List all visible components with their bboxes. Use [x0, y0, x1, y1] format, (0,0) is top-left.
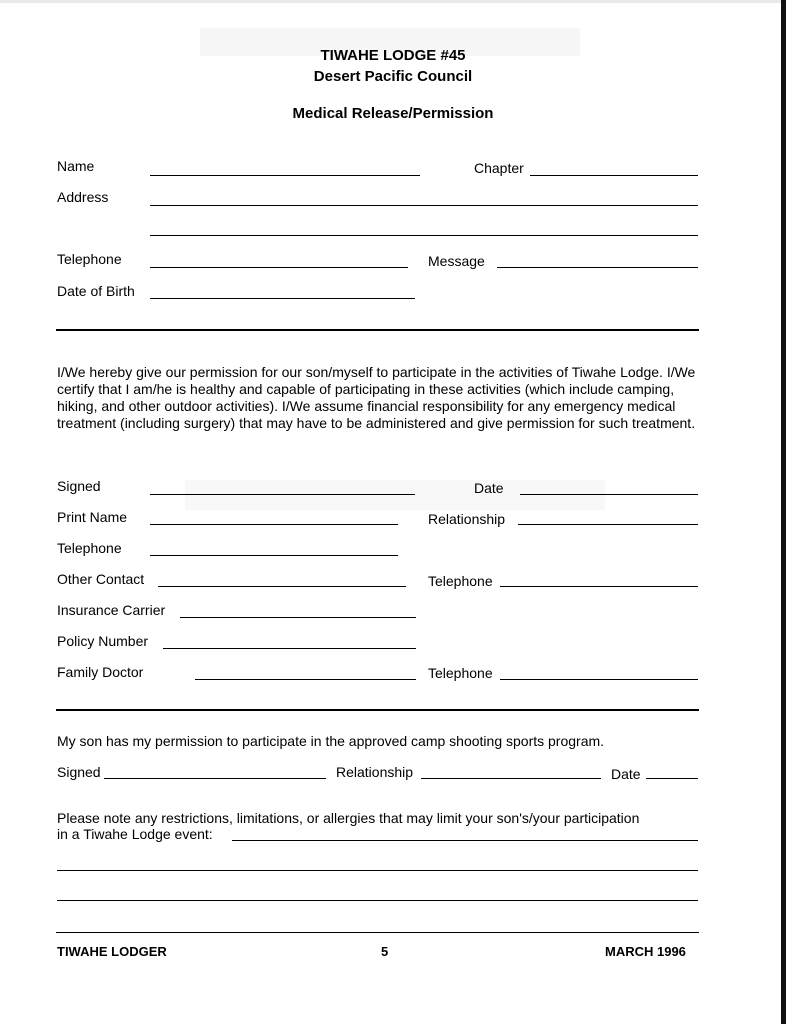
insurance-field[interactable] — [180, 617, 416, 618]
date-label: Date — [474, 480, 504, 496]
address-label: Address — [57, 189, 109, 205]
lodge-title: TIWAHE LODGE #45 — [320, 47, 466, 64]
message-field[interactable] — [497, 267, 698, 268]
shooting-statement: My son has my permission to participate in the approved camp shooting sports program. — [57, 733, 605, 749]
shooting-relationship-label: Relationship — [336, 764, 414, 780]
policy-label: Policy Number — [57, 633, 149, 649]
print-name-field[interactable] — [150, 524, 398, 525]
doctor-telephone-field[interactable] — [500, 679, 698, 680]
address-field-2[interactable] — [150, 235, 698, 236]
chapter-label: Chapter — [474, 160, 524, 176]
restrictions-line-2: in a Tiwahe Lodge event: — [57, 826, 213, 842]
signed-field[interactable] — [150, 494, 415, 495]
footer-date: MARCH 1996 — [605, 944, 686, 959]
dob-label: Date of Birth — [57, 283, 135, 299]
policy-field[interactable] — [163, 648, 416, 649]
shooting-signed-label: Signed — [57, 764, 101, 780]
date-field[interactable] — [520, 494, 698, 495]
other-contact-telephone-label: Telephone — [428, 573, 493, 589]
form-title: Medical Release/Permission — [292, 105, 494, 122]
address-field-1[interactable] — [150, 205, 698, 206]
doctor-field[interactable] — [195, 679, 416, 680]
doctor-telephone-label: Telephone — [428, 665, 493, 681]
name-field[interactable] — [150, 175, 420, 176]
signed-label: Signed — [57, 478, 101, 494]
signer-telephone-label: Telephone — [57, 540, 122, 556]
restrictions-line-1: Please note any restrictions, limitations, or allergies that may limit your son's/your participation — [57, 810, 640, 826]
doctor-label: Family Doctor — [57, 664, 144, 680]
print-name-label: Print Name — [57, 509, 128, 525]
footer-publication: TIWAHE LODGER — [57, 944, 167, 959]
restrictions-field-1[interactable] — [232, 840, 698, 841]
scan-right-edge — [781, 0, 786, 1024]
footer-divider — [56, 932, 699, 933]
restrictions-field-3[interactable] — [57, 900, 698, 901]
other-contact-field[interactable] — [158, 586, 406, 587]
footer-page-number: 5 — [381, 944, 389, 959]
scan-top-edge — [0, 0, 786, 3]
name-label: Name — [57, 158, 95, 174]
shooting-signed-field[interactable] — [104, 778, 326, 779]
chapter-field[interactable] — [530, 175, 698, 176]
signer-telephone-field[interactable] — [150, 555, 398, 556]
council-title: Desert Pacific Council — [313, 68, 473, 85]
shooting-relationship-field[interactable] — [421, 778, 601, 779]
shooting-date-label: Date — [611, 766, 641, 782]
telephone-field[interactable] — [150, 267, 408, 268]
restrictions-field-2[interactable] — [57, 870, 698, 871]
relationship-label: Relationship — [428, 511, 506, 527]
dob-field[interactable] — [150, 298, 415, 299]
relationship-field[interactable] — [518, 524, 698, 525]
section-divider-1 — [56, 329, 699, 331]
other-contact-label: Other Contact — [57, 571, 145, 587]
insurance-label: Insurance Carrier — [57, 602, 166, 618]
shooting-date-field[interactable] — [646, 778, 698, 779]
message-label: Message — [428, 253, 485, 269]
section-divider-2 — [56, 709, 699, 711]
telephone-label: Telephone — [57, 251, 122, 267]
other-contact-telephone-field[interactable] — [500, 586, 698, 587]
permission-paragraph: I/We hereby give our permission for our son/myself to participate in the activities of Tiwahe Lodge. I/We certify that I am/he is healthy and capable of participating in these activities (which include camping, hiking, and other outdoor activities). I/We assume financial responsibility for any emergency medical treatment (including surgery) that may have to be administered and give permission for such treatment. — [57, 364, 696, 431]
